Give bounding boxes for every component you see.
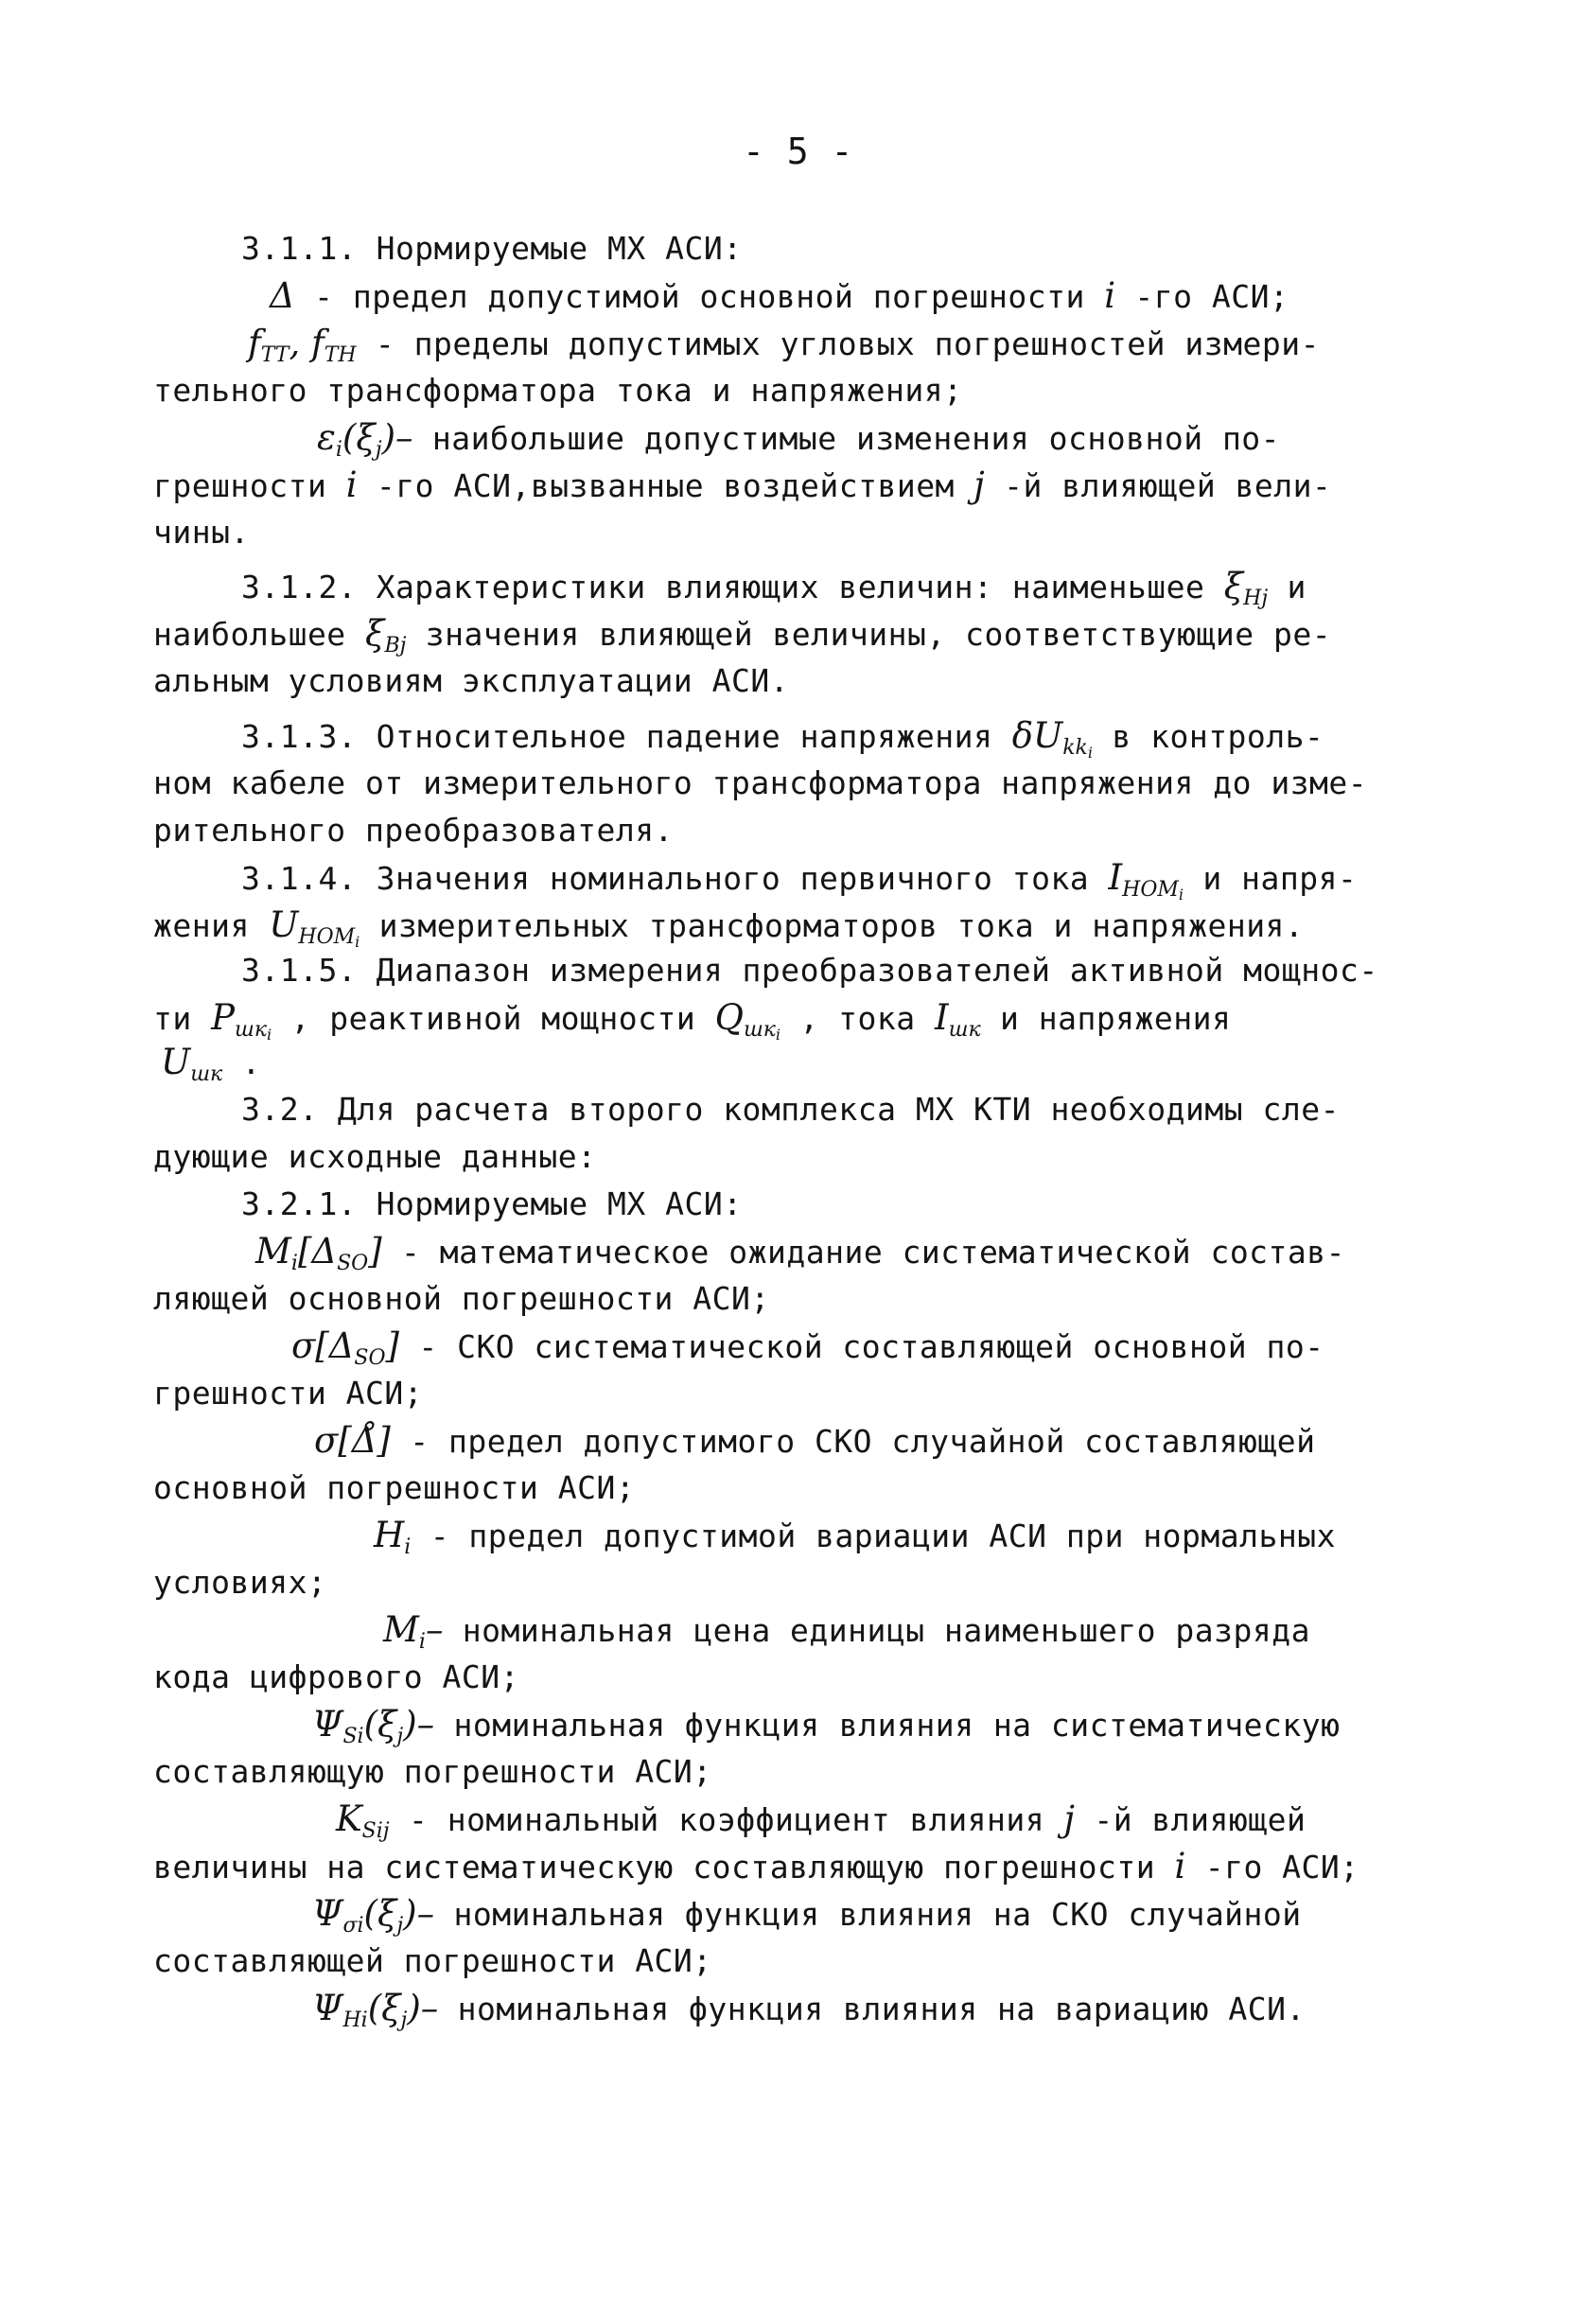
formula-m-delta-so: $M_i[\Delta_{SO}]$ [255,1231,382,1275]
formula-sigma-delta-dot: σ[Δ̊] [314,1420,391,1461]
formula-delta-u-kk-i: $\delta U_{kk_i}$ [1011,715,1093,762]
line-transformer-current-voltage: тельного трансформатора тока и напряжения; [153,372,963,409]
line-converter: рительного преобразователя. [153,812,674,849]
line-angular-errors: $f_{TT}$, $f_{TH}$ - пределы допустимых угловых погрешностей измери- [248,323,1320,367]
section-3-1-5: 3.1.5. Диапазон измерения преобразователей активной мощнос- [241,952,1378,989]
formula-delta: Δ [270,275,295,316]
formula-sigma-delta-so: $\sigma[\Delta_{SO}]$ [291,1325,399,1370]
formula-i: i [1174,1846,1186,1886]
formula-i: i [345,465,358,505]
formula-xi-hj: $\xi_{Hj}$ [1223,566,1269,610]
line-main-error-asi: основной погрешности АСИ; [153,1469,636,1506]
formula-u-shk: $U_{шк}$ [161,1042,223,1086]
formula-u-nom-i: $U_{HOM_i}$ [269,904,360,951]
line-error-caused: грешности i -го АСИ,вызванные воздействием j -й влияющей вели- [153,465,1332,505]
formula-epsilon-i-xi-j: $\varepsilon_i(\xi_j)-$ [317,417,413,462]
line-error-asi-1: грешности АСИ; [153,1375,424,1412]
formula-i-nom-i: $I_{HOM_i}$ [1108,857,1184,903]
line-influence-systematic: $\Psi_{Si}(\xi_j)-$ номинальная функция влияния на систематическую [312,1704,1341,1748]
formula-mu-i: $M_i-$ [383,1609,444,1654]
formula-psi-si-xi-j: $\Psi_{Si}(\xi_j)-$ [312,1704,435,1748]
line-systematic-error: ляющей основной погрешности АСИ; [153,1280,770,1317]
formula-h-i: $H_i$ [374,1515,412,1559]
section-3-1-2: 3.1.2. Характеристики влияющих величин: наименьшее $\xi_{Hj}$ и [241,566,1307,610]
formula-i-shk: $I_{шк}$ [935,997,981,1042]
line-quantities: чины. [153,514,250,551]
line-variation: $H_i$ - предел допустимой вариации АСИ при нормальных [374,1515,1336,1559]
line-sigma-systematic: $\sigma[\Delta_{SO}]$ - СКО систематической составляющей основной по- [291,1325,1324,1370]
line-normal-conditions: условиях; [153,1564,327,1601]
formula-psi-sigma-i-xi-j: $\Psi_{\sigma i}(\xi_j)-$ [312,1893,435,1938]
line-max-value: наибольшее $\xi_{Bj}$ значения влияющей величины, соответствующие ре- [153,613,1332,658]
formula-p-shk-i: $P_{шк_i}$ [211,997,272,1044]
formula-i: i [1104,275,1116,316]
formula-q-shk-i: $Q_{шк_i}$ [714,997,781,1044]
formula-j: j [1063,1798,1075,1839]
formula-k-sij: $K_{Sij}$ [336,1798,390,1843]
section-3-2: 3.2. Для расчета второго комплекса МХ КТИ необходимы сле- [241,1091,1340,1128]
line-max-changes: $\varepsilon_i(\xi_j)-$ наибольшие допустимые изменения основной по- [317,417,1281,462]
line-systematic-component: составляющую погрешности АСИ; [153,1753,712,1790]
formula-xi-bj: $\xi_{Bj}$ [365,613,407,658]
line-delta-definition: Δ - предел допустимой основной погрешности i -го АСИ; [270,275,1289,316]
section-3-1-3: 3.1.3. Относительное падение напряжения $\delta U_{kk_i}$ в контроль- [241,715,1324,762]
line-digital-code: кода цифрового АСИ; [153,1658,519,1695]
section-3-1-1-heading: 3.1.1. Нормируемые МХ АСИ: [241,230,743,267]
line-influence-random: $\Psi_{\sigma i}(\xi_j)-$ номинальная функция влияния на СКО случайной [312,1893,1302,1938]
line-quantity-systematic: величины на систематическую составляющую погрешности i -го АСИ; [153,1846,1359,1886]
line-unit-price: $M_i-$ номинальная цена единицы наименьшего разряда [383,1609,1310,1654]
formula-f-tt-f-th: $f_{TT}$, $f_{TH}$ [248,323,357,367]
section-3-1-4: 3.1.4. Значения номинального первичного тока $I_{HOM_i}$ и напря- [241,857,1358,903]
line-influence-variation: $\Psi_{Hi}(\xi_j)-$ номинальная функция влияния на вариацию АСИ. [312,1988,1306,2032]
line-operating-conditions: альным условиям эксплуатации АСИ. [153,662,790,699]
line-u-shk: $U_{шк}$ . [161,1042,261,1086]
line-sigma-random: σ[Δ̊] - предел допустимого СКО случайной составляющей [314,1420,1316,1461]
line-expectation: $M_i[\Delta_{SO}]$ - математическое ожидание систематической состав- [255,1231,1346,1275]
line-voltage-nom: жения $U_{HOM_i}$ измерительных трансформаторов тока и напряжения. [153,904,1305,951]
formula-j: j [973,465,985,505]
page-number: - 5 - [743,131,853,172]
line-power-ranges: ти $P_{шк_i}$ , реактивной мощности $Q_{шк_i}$ , тока $I_{шк}$ и напряжения [153,997,1232,1044]
line-control-cable: ном кабеле от измерительного трансформатора напряжения до изме- [153,764,1368,801]
section-3-2-1-heading: 3.2.1. Нормируемые МХ АСИ: [241,1185,743,1222]
line-random-component: составляющей погрешности АСИ; [153,1942,712,1979]
formula-psi-h-i-xi-j: $\Psi_{Hi}(\xi_j)-$ [312,1988,439,2032]
line-initial-data: дующие исходные данные: [153,1138,597,1175]
line-influence-coefficient: $K_{Sij}$ - номинальный коэффициент влияния j -й влияющей [336,1798,1307,1843]
